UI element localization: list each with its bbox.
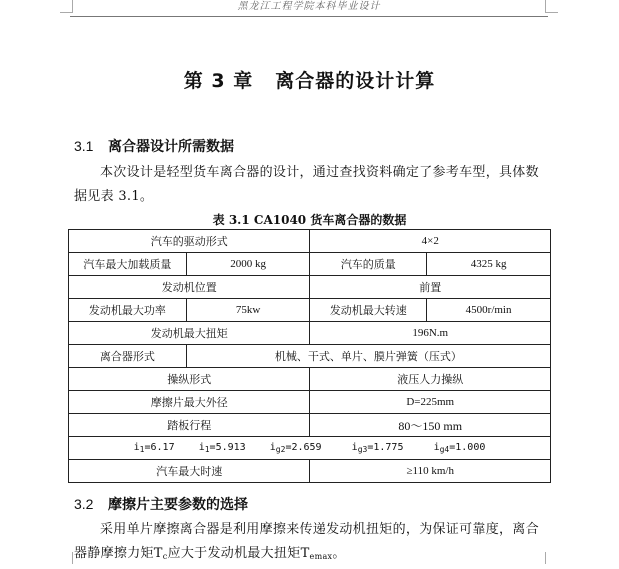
gear-ratio: $i_1=6.17$	[133, 442, 175, 454]
table-cell-value: D=225mm	[310, 391, 551, 414]
table-row	[69, 414, 551, 437]
table-row	[69, 437, 551, 460]
table-row	[69, 230, 551, 253]
table-row	[69, 345, 551, 368]
data-table	[68, 229, 551, 483]
table-cell-value: 液压人力操纵	[310, 368, 551, 391]
section-number: 3.1	[74, 138, 94, 154]
section-number: 3.2	[74, 496, 94, 512]
table-row	[69, 276, 551, 299]
table-row	[69, 391, 551, 414]
gear-ratio-cell	[69, 437, 551, 460]
table-cell-label: 发动机最大功率	[69, 299, 187, 322]
table-cell-label: 汽车的驱动形式	[69, 230, 310, 253]
table-cell-value: 前置	[310, 276, 551, 299]
table-row	[69, 253, 551, 276]
table-cell-value: 机械、干式、单片、膜片弹簧（压式）	[186, 345, 550, 368]
gear-ratio: $i_{g4}=1.000$	[433, 442, 486, 454]
table-cell-label: 汽车的质量	[310, 253, 427, 276]
gear-ratio: $i_{g2}=2.659$	[269, 442, 322, 454]
table-row	[69, 299, 551, 322]
section-heading	[74, 494, 248, 514]
table-row	[69, 460, 551, 483]
page-header: 黑龙江工程学院本科毕业设计	[70, 0, 548, 17]
gear-ratio: $i_1=5.913$	[198, 442, 246, 454]
corner-mark	[60, 552, 73, 564]
table-cell-label: 发动机最大转速	[310, 299, 427, 322]
section-heading	[74, 136, 234, 156]
chapter-title	[0, 66, 619, 93]
gear-ratio: $i_{g3}=1.775$	[351, 442, 404, 454]
table-cell-label: 踏板行程	[69, 414, 310, 437]
table-cell-value: 4325 kg	[427, 253, 551, 276]
table-cell-value: ≥110 km/h	[310, 460, 551, 483]
table-cell-label: 发动机位置	[69, 276, 310, 299]
table-cell-value: 2000 kg	[186, 253, 310, 276]
paragraph: 本次设计是轻型货车离合器的设计，通过查找资料确定了参考车型，具体数据见表 3.1。	[74, 165, 539, 204]
table-cell-value: 4500r/min	[427, 299, 551, 322]
table-cell-value: 75kw	[186, 299, 310, 322]
table-row	[69, 322, 551, 345]
table-cell-label: 发动机最大扭矩	[69, 322, 310, 345]
table-cell-value: 4×2	[310, 230, 551, 253]
table-cell-label: 操纵形式	[69, 368, 310, 391]
table-cell-value: 80～150 mm	[310, 414, 551, 437]
table-cell-label: 摩擦片最大外径	[69, 391, 310, 414]
section-title: 摩擦片主要参数的选择	[108, 497, 248, 513]
table-row	[69, 368, 551, 391]
chapter-name: 离合器的设计计算	[275, 70, 436, 92]
table-cell-label: 汽车最大加载质量	[69, 253, 187, 276]
paragraph: 采用单片摩擦离合器是利用摩擦来传递发动机扭矩的，为保证可靠度，离合器静摩擦力矩$T_c$应大于发动机最大扭矩$T_{emax}$。	[74, 522, 539, 561]
table-caption: 表 3.1 CA1040 货车离合器的数据	[212, 213, 407, 227]
chapter-number: 第 3 章	[183, 70, 254, 92]
table-cell-label: 汽车最大时速	[69, 460, 310, 483]
section-title: 离合器设计所需数据	[108, 139, 234, 155]
table-cell-label: 离合器形式	[69, 345, 187, 368]
table-cell-value: 196N.m	[310, 322, 551, 345]
